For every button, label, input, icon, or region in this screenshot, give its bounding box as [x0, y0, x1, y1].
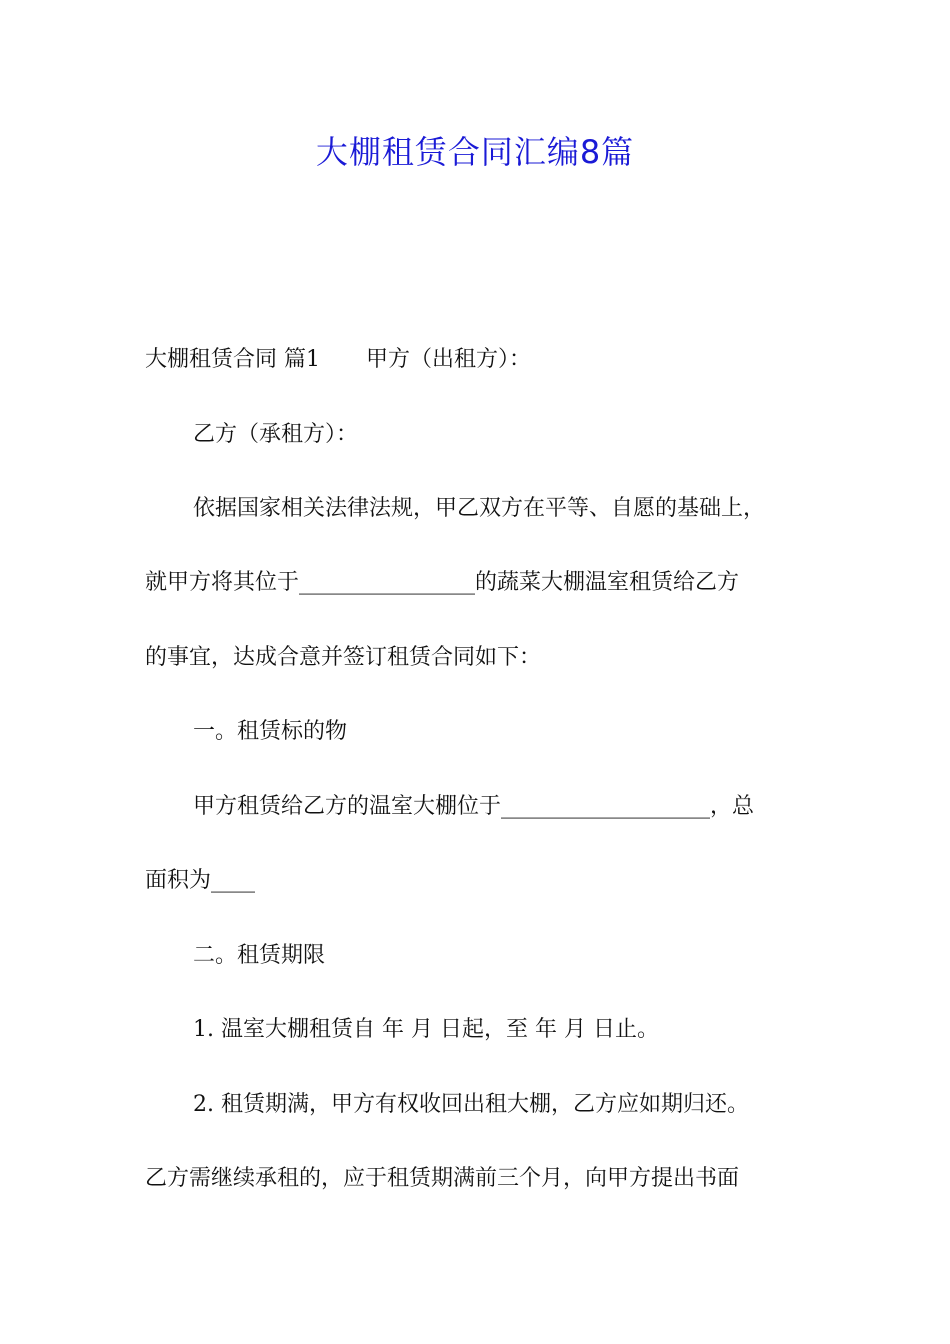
clause-2: 2. 租赁期满，甲方有权收回出租大棚，乙方应如期归还。: [193, 1092, 749, 1117]
section-heading-2: 二。租赁期限: [193, 943, 326, 968]
document-title: 大棚租赁合同汇编8篇: [315, 133, 635, 171]
text-segment: 面积为: [145, 868, 212, 893]
paragraph-line-4: [145, 566, 815, 600]
paragraph-line-7: [193, 790, 815, 824]
fill-in-blank-area: ____: [211, 868, 256, 893]
text-segment: 甲方租赁给乙方的温室大棚位于: [193, 794, 502, 819]
text-segment: 就甲方将其位于: [145, 570, 300, 595]
paragraph-line-1: [145, 343, 815, 377]
party-b-label: 乙方（承租方）：: [193, 422, 359, 447]
section-heading-1: 一。租赁标的物: [193, 719, 348, 744]
party-a-label: 甲方（出租方）：: [366, 347, 532, 372]
paragraph-line-12: 乙方需继续承租的，应于租赁期满前三个月，向甲方提出书面: [145, 1166, 740, 1191]
paragraph-line-3: 依据国家相关法律法规，甲乙双方在平等、自愿的基础上，: [193, 496, 766, 521]
contract-heading: 大棚租赁合同 篇1: [145, 347, 320, 372]
fill-in-blank-greenhouse-location: ___________________: [501, 794, 711, 819]
fill-in-blank-location: ________________: [299, 570, 476, 595]
paragraph-line-8: [145, 864, 815, 898]
text-segment: ，总: [710, 794, 755, 819]
paragraph-line-5: 的事宜，达成合意并签订租赁合同如下：: [145, 645, 542, 670]
clause-1: 1. 温室大棚租赁自 年 月 日起，至 年 月 日止。: [193, 1017, 659, 1042]
text-segment: 的蔬菜大棚温室租赁给乙方: [475, 570, 740, 595]
